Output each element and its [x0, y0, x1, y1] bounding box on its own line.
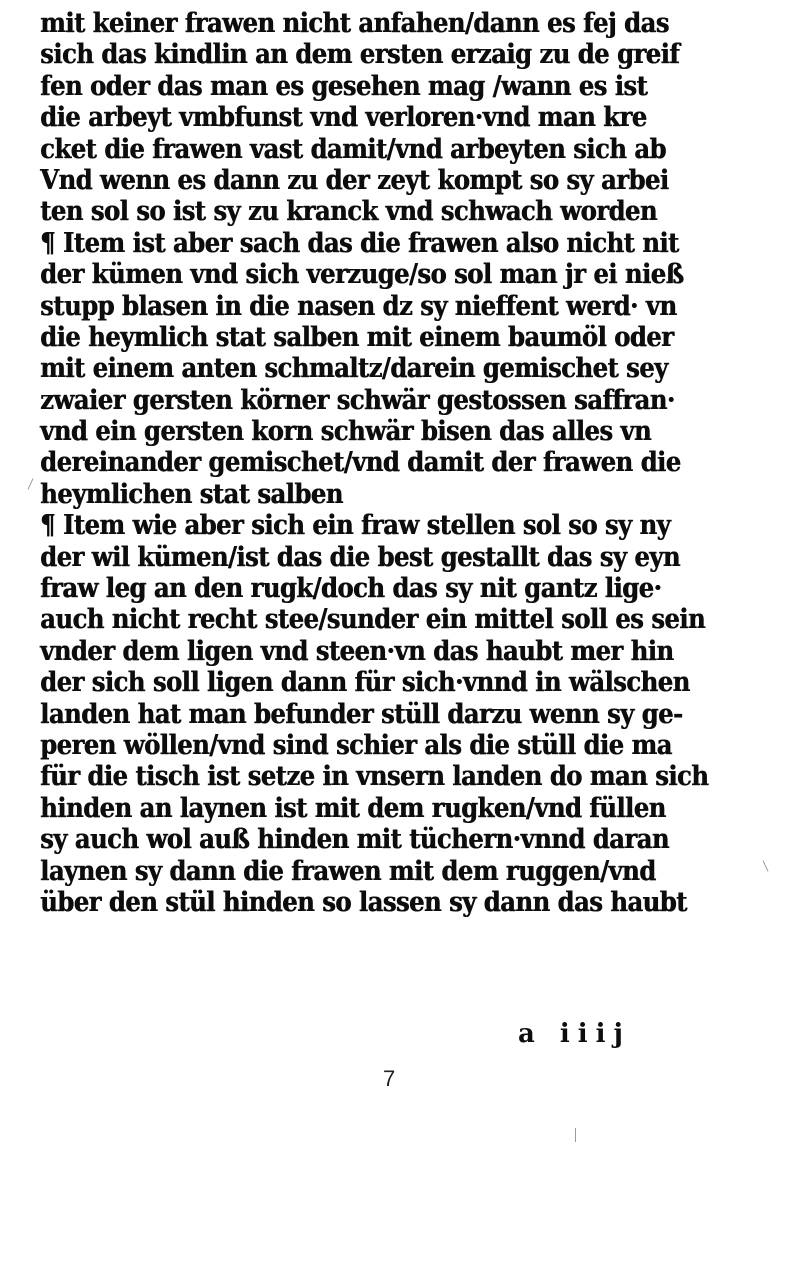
- text-line: zwaier gersten körner schwär gestossen saffran·: [40, 384, 675, 416]
- text-line: auch nicht recht stee/sunder ein mittel soll es sein: [40, 604, 705, 636]
- signature-mark: a iiij: [518, 1019, 631, 1049]
- text-line: hinden an laynen ist mit dem rugken/vnd füllen: [40, 792, 666, 824]
- text-line: über den stül hinden so lassen sy dann das haubt: [40, 886, 687, 918]
- margin-mark: [28, 478, 34, 489]
- text-line: Vnd wenn es dann zu der zeyt kompt so sy arbei: [40, 164, 669, 196]
- text-line: die arbeyt vmbfunst vnd verloren·vnd man kre: [40, 102, 647, 134]
- body-text: [40, 8, 775, 918]
- text-line: mit keiner frawen nicht anfahen/dann es fej das: [40, 8, 669, 39]
- text-line: vnd ein gersten korn schwär bisen das alles vn: [40, 416, 651, 448]
- text-line: sich das kindlin an dem ersten erzaig zu de greif: [40, 39, 680, 71]
- text-line: ¶ Item ist aber sach das die frawen also nicht nit: [40, 227, 679, 259]
- text-line: peren wöllen/vnd sind schier als die stüll die ma: [40, 729, 672, 761]
- text-line: für die tisch ist setze in vnsern landen do man sich: [40, 761, 709, 793]
- text-line: dereinander gemischet/vnd damit der frawen die: [40, 447, 681, 479]
- margin-mark: [575, 1128, 576, 1142]
- text-line: cket die frawen vast damit/vnd arbeyten sich ab: [40, 133, 666, 165]
- text-line: fen oder das man es gesehen mag /wann es ist: [40, 70, 648, 102]
- text-line: der wil kümen/ist das die best gestallt das sy eyn: [40, 541, 680, 573]
- text-line: der kümen vnd sich verzuge/so sol man jr ei nieß: [40, 259, 684, 291]
- text-line: ten sol so ist sy zu kranck vnd schwach worden: [40, 196, 657, 228]
- text-line: landen hat man befunder stüll darzu wenn sy ge-: [40, 698, 683, 730]
- text-line: heymlichen stat salben: [40, 478, 343, 510]
- text-line: fraw leg an den rugk/doch das sy nit gantz lige·: [40, 573, 662, 605]
- text-line: laynen sy dann die frawen mit dem ruggen/vnd: [40, 855, 656, 887]
- page-number: 7: [383, 1066, 396, 1091]
- text-line: vnder dem ligen vnd steen·vn das haubt mer hin: [40, 635, 674, 667]
- text-line: ¶ Item wie aber sich ein fraw stellen sol so sy ny: [40, 510, 671, 542]
- text-line: mit einem anten schmaltz/darein gemischet sey: [40, 353, 668, 385]
- text-line: die heymlich stat salben mit einem baumöl oder: [40, 321, 674, 353]
- text-line: der sich soll ligen dann für sich·vnnd in wälschen: [40, 667, 690, 699]
- text-line: sy auch wol auß hinden mit tüchern·vnnd daran: [40, 824, 669, 856]
- text-line: stupp blasen in die nasen dz sy nieffent werd· vn: [40, 290, 677, 322]
